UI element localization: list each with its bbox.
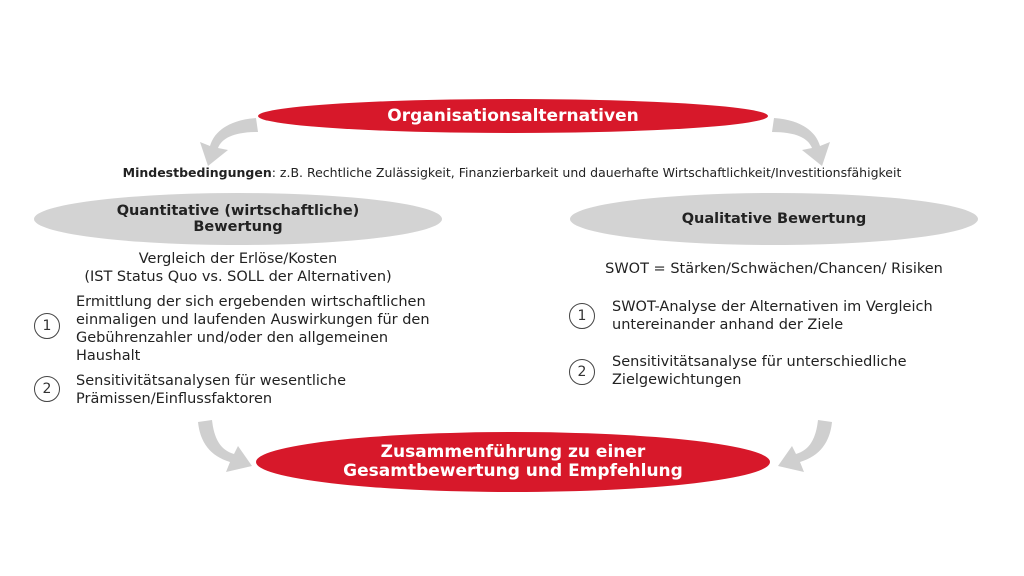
right-item-2-line: Zielgewichtungen <box>612 372 742 388</box>
mindestbedingungen-text <box>0 165 1024 180</box>
right-item-2-number: 2 <box>569 359 595 385</box>
organisationsalternativen-ellipse <box>258 99 768 133</box>
right-item-2-line: Sensitivitätsanalyse für unterschiedliche <box>612 354 907 370</box>
arrow-top-right <box>770 110 850 170</box>
left-item-2-text <box>76 372 476 408</box>
right-item-1-line: untereinander anhand der Ziele <box>612 317 844 333</box>
mindest-label: Mindestbedingungen <box>122 165 272 180</box>
arrow-top-left <box>180 110 260 170</box>
left-subtitle <box>34 250 442 286</box>
arrow-bottom-left <box>190 418 270 478</box>
left-subtitle-line2: (IST Status Quo vs. SOLL der Alternativen) <box>84 269 392 285</box>
right-item-1-number: 1 <box>569 303 595 329</box>
bottom-line1: Zusammenführung zu einer <box>380 442 646 462</box>
qualitative-ellipse <box>570 193 978 245</box>
bottom-line2: Gesamtbewertung und Empfehlung <box>343 461 683 481</box>
right-item-2-text <box>612 353 992 389</box>
gesamtbewertung-ellipse <box>256 432 770 492</box>
right-subtitle: SWOT = Stärken/Schwächen/Chancen/ Risiken <box>605 261 943 277</box>
right-item-1-line: SWOT-Analyse der Alternativen im Vergleich <box>612 299 933 315</box>
right-title: Qualitative Bewertung <box>681 211 867 227</box>
left-item-2-line: Prämissen/Einflussfaktoren <box>76 391 273 407</box>
top-title: Organisationsalternativen <box>387 106 639 126</box>
quantitative-ellipse <box>34 193 442 245</box>
left-item-1-line: einmaligen und laufenden Auswirkungen für den <box>76 312 430 328</box>
left-title-line1: Quantitative (wirtschaftliche) <box>116 203 360 219</box>
left-title-line2: Bewertung <box>193 219 283 235</box>
arrow-bottom-right <box>760 418 840 478</box>
left-item-1-line: Gebührenzahler und/oder den allgemeinen <box>76 330 389 346</box>
left-item-1-line: Ermittlung der sich ergebenden wirtschaftlichen <box>76 294 426 310</box>
left-item-2-line: Sensitivitätsanalysen für wesentliche <box>76 373 347 389</box>
left-subtitle-line1: Vergleich der Erlöse/Kosten <box>138 251 338 267</box>
left-item-2-number: 2 <box>34 376 60 402</box>
mindest-body: : z.B. Rechtliche Zulässigkeit, Finanzierbarkeit und dauerhafte Wirtschaftlichkeit/Investitionsfähigkeit <box>271 165 902 180</box>
left-item-1-line: Haushalt <box>76 348 141 364</box>
right-item-1-text <box>612 298 992 334</box>
left-item-1-text <box>76 293 476 365</box>
left-item-1-number: 1 <box>34 313 60 339</box>
